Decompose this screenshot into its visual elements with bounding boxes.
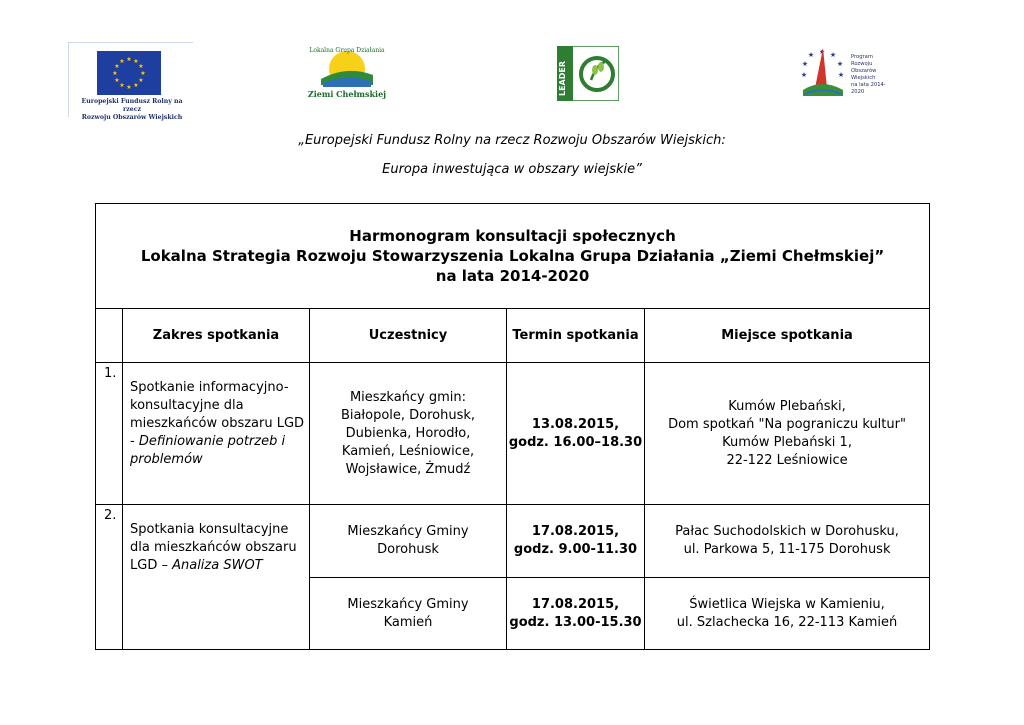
svg-text:★: ★: [837, 71, 845, 79]
termin-time: godz. 16.00–18.30: [508, 434, 643, 450]
row-number: 1.: [96, 363, 123, 505]
termin-cell: [507, 363, 645, 505]
termin-date: 17.08.2015,: [531, 596, 620, 612]
miejsce-line: ul. Szlachecka 16, 22-113 Kamień: [676, 614, 898, 630]
svg-text:★: ★: [140, 70, 146, 77]
miejsce-line: Kumów Plebański 1,: [722, 434, 852, 450]
miejsce-cell: [645, 505, 930, 578]
svg-text:★: ★: [112, 70, 118, 77]
header-termin: Termin spotkania: [507, 309, 645, 363]
uczestnicy-cell: [310, 578, 507, 650]
prow-logo: [793, 44, 888, 102]
termin-time: godz. 13.00-15.30: [509, 614, 642, 630]
miejsce-line: Pałac Suchodolskich w Dorohusku,: [675, 524, 899, 539]
zakres-cell: [123, 505, 310, 650]
table-title-line-1: Harmonogram konsultacji społecznych: [349, 227, 676, 245]
svg-text:★: ★: [114, 63, 120, 70]
miejsce-line: Kumów Plebański,: [728, 398, 846, 414]
zakres-cell: [123, 363, 310, 505]
termin-time: godz. 9.00-11.30: [513, 542, 638, 557]
svg-text:★: ★: [138, 63, 144, 70]
svg-text:★: ★: [133, 58, 139, 65]
svg-text:★: ★: [133, 82, 139, 89]
miejsce-line: Świetlica Wiejska w Kamieniu,: [689, 596, 885, 612]
uczestnicy-cell: [310, 363, 507, 505]
table-row: [96, 363, 930, 505]
svg-text:★: ★: [829, 51, 837, 59]
svg-text:★: ★: [800, 71, 808, 79]
miejsce-line: ul. Parkowa 5, 11-175 Dorohusk: [683, 542, 891, 557]
lgd-logo: [305, 45, 389, 107]
table-title-line-2: Lokalna Strategia Rozwoju Stowarzyszenia Lokalna Grupa Działania „Ziemi Chełmskiej”: [140, 247, 885, 265]
lgd-logo-caption: Ziemi Chełmskiej: [307, 89, 387, 99]
table-header-row: [96, 309, 930, 363]
uczestnicy-text: Mieszkańcy gmin: Białopole, Dorohusk, Dubienka, Horodło, Kamień, Leśniowice, Wojsławice, Żmudź: [340, 389, 476, 477]
termin-cell: [507, 578, 645, 650]
prow-emblem-icon: [793, 44, 851, 102]
svg-text:★: ★: [126, 84, 132, 91]
header-miejsce: Miejsce spotkania: [645, 309, 930, 363]
zakres-topic: Analiza SWOT: [172, 558, 263, 573]
table-title-line-3: na lata 2014-2020: [435, 267, 590, 285]
zakres-text: Spotkanie informacyjno-konsultacyjne dla mieszkańców obszaru LGD -: [130, 380, 305, 449]
svg-text:★: ★: [818, 48, 826, 56]
uczestnicy-text: Mieszkańcy Gminy Kamień: [347, 596, 469, 630]
schedule-table: [95, 203, 930, 650]
termin-date: 13.08.2015,: [531, 416, 620, 432]
eu-caption-line1: Europejski Fundusz Rolny na rzecz: [81, 98, 183, 113]
motto-line-1: „Europejski Fundusz Rolny na rzecz Rozwoju Obszarów Wiejskich:: [298, 133, 726, 148]
svg-text:★: ★: [119, 58, 125, 65]
termin-cell: [507, 505, 645, 578]
miejsce-cell: [645, 363, 930, 505]
miejsce-line: 22-122 Leśniowice: [726, 452, 848, 468]
row-number: 2.: [96, 505, 123, 650]
svg-text:★: ★: [801, 60, 809, 68]
termin-date: 17.08.2015,: [531, 524, 620, 539]
motto-line-2: Europa inwestująca w obszary wiejskie”: [382, 162, 642, 177]
prow-logo-caption: Program Rozwoju Obszarów Wiejskich na lata 2014-2020: [851, 54, 886, 95]
miejsce-line: Dom spotkań "Na pograniczu kultur": [668, 416, 906, 432]
eu-logo: [68, 42, 193, 121]
lgd-logo-arc-text: Lokalna Grupa Działania: [309, 47, 385, 54]
table-title-cell: [96, 204, 930, 309]
zakres-text: Spotkania konsultacyjne dla mieszkańców obszaru LGD –: [130, 522, 297, 573]
leader-logo: [557, 46, 619, 101]
header-num: [96, 309, 123, 363]
eu-logo-caption: [73, 98, 191, 122]
uczestnicy-text: Mieszkańcy Gminy Dorohusk: [347, 524, 469, 557]
eu-caption-line2: Rozwoju Obszarów Wiejskich: [81, 114, 183, 121]
svg-text:LEADER: LEADER: [558, 60, 567, 96]
svg-text:★: ★: [807, 51, 815, 59]
miejsce-cell: [645, 578, 930, 650]
uczestnicy-cell: [310, 505, 507, 578]
svg-text:★: ★: [114, 77, 120, 84]
header-zakres: Zakres spotkania: [123, 309, 310, 363]
svg-text:★: ★: [138, 77, 144, 84]
zakres-topic: Definiowanie potrzeb i problemów: [130, 434, 286, 467]
svg-text:★: ★: [119, 82, 125, 89]
header-uczestnicy: Uczestnicy: [310, 309, 507, 363]
eu-flag-icon: [97, 51, 161, 95]
svg-text:★: ★: [126, 56, 132, 63]
svg-text:★: ★: [836, 60, 844, 68]
table-row: [96, 505, 930, 578]
